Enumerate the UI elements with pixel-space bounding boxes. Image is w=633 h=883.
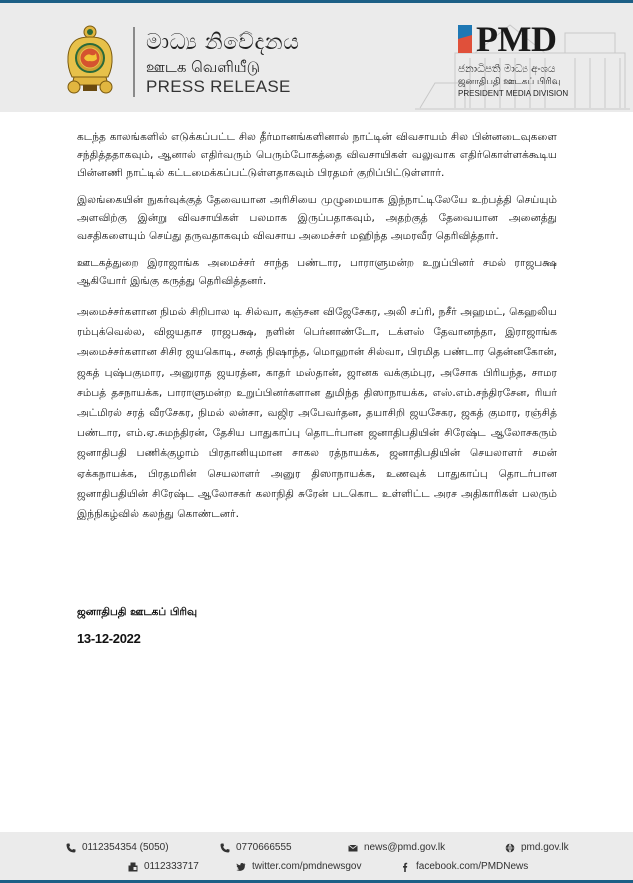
- facebook-icon: [400, 862, 410, 872]
- header-titles: [146, 30, 299, 97]
- fax-text: 0112333717: [144, 861, 199, 872]
- signature: ஜனாதிபதி ஊடகப் பிரிவு: [77, 606, 198, 618]
- pmd-name-sinhala: ජනාධිපති මාධ්‍ය අංශය: [458, 63, 556, 75]
- website-text: pmd.gov.lk: [521, 842, 569, 853]
- footer-facebook[interactable]: [400, 861, 528, 872]
- footer-fax[interactable]: [128, 861, 199, 872]
- paragraph: கடந்த காலங்களில் எடுக்கப்பட்ட சில தீர்மானங்களினால் நாட்டின் விவசாயம் சில பின்னடைவுகளை சந்தித்ததாகவும், ஆனால் எதிர்வரும் பெரும்போகத்தை விவசாயிகள் வலுவாக எதிர்கொள்ளக்கூடிய பின்னணி நாட்டில் கட்டமைக்கப்பட்டுள்ளதாகவும் பிரதமர் குறிப்பிட்டுள்ளார்.: [77, 131, 557, 179]
- email-text: news@pmd.gov.lk: [364, 842, 446, 853]
- footer-phone-mobile[interactable]: [220, 842, 292, 853]
- envelope-icon: [348, 843, 358, 853]
- pmd-name-english: PRESIDENT MEDIA DIVISION: [458, 89, 569, 98]
- phone-mobile-text: 0770666555: [236, 842, 292, 853]
- footer-email[interactable]: [348, 842, 445, 853]
- pmd-mark-icon: [458, 25, 472, 53]
- pmd-name-tamil: ஜனாதிபதி ஊடகப் பிரிவு: [458, 77, 561, 87]
- header-divider: [133, 27, 135, 97]
- paragraph: இலங்கையின் நுகர்வுக்குத் தேவையான அரிசியை முழுமையாக இந்நாட்டிலேயே உற்பத்தி செய்யும் அளவிற்கு இன்று விவசாயிகள் பலமாக இருப்பதாகவும், அதற்குத் தேவையான அனைத்து வசதிகளையும் செய்து தருவதாகவும் விவசாய அமைச்சர் மஹிந்த அமரவீர தெரிவித்தார்.: [77, 194, 557, 242]
- national-emblem-icon: [64, 25, 116, 97]
- paragraph: ஊடகத்துறை இராஜாங்க அமைச்சர் சாந்த பண்டார, பாராளுமன்ற உறுப்பினர் சமல் ராஜபக்ஷ ஆகியோர் இங்கு கருத்து தெரிவித்தனர்.: [77, 257, 557, 287]
- facebook-text: facebook.com/PMDNews: [416, 861, 529, 872]
- twitter-text: twitter.com/pmdnewsgov: [252, 861, 362, 872]
- title-english: PRESS RELEASE: [146, 77, 291, 96]
- title-tamil: ஊடக வெளியீடு: [146, 58, 261, 76]
- twitter-icon: [236, 862, 246, 872]
- title-sinhala: මාධ්‍ය නිවේදනය: [146, 30, 300, 55]
- phone-icon: [66, 843, 76, 853]
- phone-primary-text: 0112354354 (5050): [82, 842, 169, 853]
- phone-icon: [220, 843, 230, 853]
- pmd-brand: PMD: [476, 19, 557, 59]
- footer-website[interactable]: [505, 842, 569, 853]
- press-release-body: [77, 128, 557, 533]
- footer-phone-primary[interactable]: [66, 842, 169, 853]
- footer-twitter[interactable]: [236, 861, 362, 872]
- fax-icon: [128, 862, 138, 872]
- page-header: [0, 0, 633, 112]
- globe-icon: [505, 843, 515, 853]
- release-date: 13-12-2022: [77, 631, 141, 646]
- paragraph: அமைச்சர்களான நிமல் சிறிபால டி சில்வா, கஞ்சன விஜேசேகர, அலி சப்ரி, நசீர் அஹமட், கெஹலிய ரம்புக்வெல்ல, விஜயதாச ராஜபக்ஷ, நளின் பெர்னாண்டோ, டக்ளஸ் தேவானந்தா, இராஜாங்க அமைச்சர்களான சிசிர ஜயகொடி, சனத் நிஷாந்த, மொஹான் சில்வா, பிரமித பண்டார தென்னகோன், ஜகத் புஷ்பகுமார, அனுராத ஜயரத்ன, காதர் மஸ்தான், ஜானக வக்கும்புர, அசோக பிரியந்த, சாமர சம்பத் தசநாயக்க, பாராளுமன்ற உறுப்பினர்களான துமிந்த திஸாநாயக்க, எஸ்.எம்.சந்திரசேன, ரியர் அட்மிரல் சரத் வீரசேகர, நிமல் லன்சா, வஜிர அபேவர்தன, தயாசிறி ஜயசேகர, ஜகத் குமார, ரஞ்சித் பண்டார, எம்.ஏ.சுமந்திரன், தேசிய பாதுகாப்பு தொடர்பான ஜனாதிபதியின் சிரேஷ்ட ஆலோசகரும் ஜனாதிபதி பணிக்குழாம் பிரதானியுமான சாகல ரத்நாயக்க, ஜனாதிபதியின் செயலாளர் சமன் ஏக்கநாயக்க, பிரதமரின் செயலாளர் அனுர திஸாநாயக்க, உணவுக் பாதுகாப்பு தொடர்பான ஜனாதிபதியின் சிரேஷ்ட ஆலோசகர் கலாநிதி சுரேன் படகொட உள்ளிட்ட அரச அதிகாரிகள் பலரும் இந்நிகழ்வில் கலந்து கொண்டனர்.: [77, 306, 557, 521]
- page-footer: [0, 832, 633, 883]
